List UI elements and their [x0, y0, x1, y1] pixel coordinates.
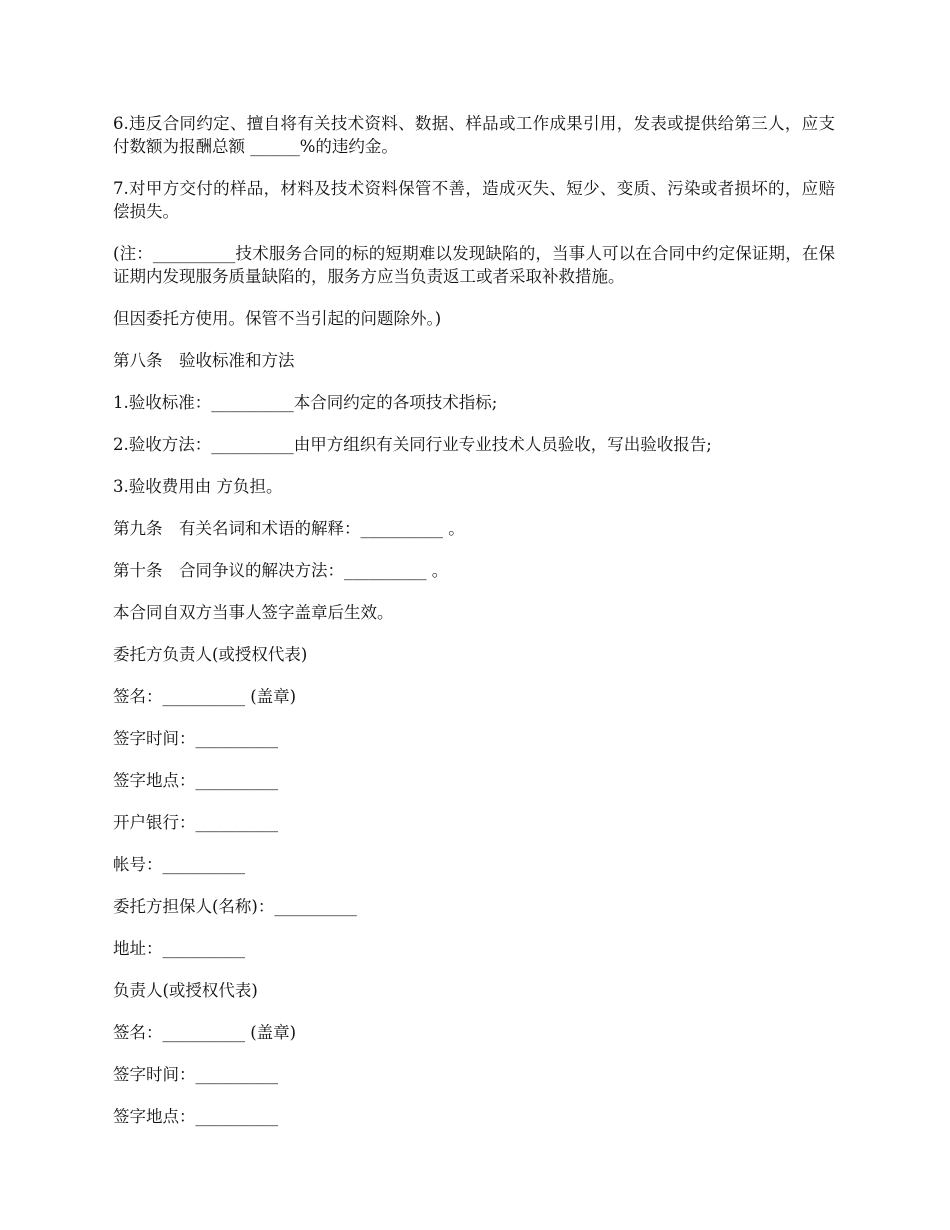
client-guarantor-name: 委托方担保人(名称)：__________	[113, 897, 357, 916]
client-representative: 委托方负责人(或授权代表)	[113, 645, 308, 664]
client-bank: 开户银行：__________	[113, 813, 278, 832]
client-signing-time: 签字时间：__________	[113, 729, 278, 748]
acceptance-fee: 3.验收费用由 方负担。	[113, 477, 283, 496]
client-signing-place: 签字地点：__________	[113, 771, 278, 790]
acceptance-standard: 1.验收标准：__________本合同约定的各项技术指标;	[113, 393, 498, 412]
clause-7-sample-damage: 7.对甲方交付的样品，材料及技术资料保管不善，造成灭失、短少、变质、污染或者损坏的，应赔偿损失。	[113, 179, 835, 221]
acceptance-method: 2.验收方法：__________由甲方组织有关同行业专业技术人员验收，写出验收报告;	[113, 435, 712, 454]
note-warranty-period: (注：__________技术服务合同的标的短期难以发现缺陷的，当事人可以在合同中约定保证期，在保证期内发现服务质量缺陷的，服务方应当负责返工或者采取补救措施。	[113, 244, 835, 286]
note-exception: 但因委托方使用。保管不当引起的问题除外。)	[113, 309, 442, 328]
article-8-heading: 第八条 验收标准和方法	[113, 351, 295, 370]
guarantor-signature: 签名：__________ (盖章)	[113, 1023, 297, 1042]
article-9-terms: 第九条 有关名词和术语的解释：__________ 。	[113, 519, 465, 538]
guarantor-address: 地址：__________	[113, 939, 245, 958]
effective-clause: 本合同自双方当事人签字盖章后生效。	[113, 603, 394, 622]
client-signature: 签名：__________ (盖章)	[113, 687, 297, 706]
clause-6-breach-penalty: 6.违反合同约定、擅自将有关技术资料、数据、样品或工作成果引用，发表或提供给第三人，应支付数额为报酬总额 ______%的违约金。	[113, 114, 835, 156]
guarantor-signing-place: 签字地点：__________	[113, 1107, 278, 1126]
document-page	[113, 112, 835, 1147]
guarantor-representative: 负责人(或授权代表)	[113, 981, 258, 1000]
article-10-dispute: 第十条 合同争议的解决方法：__________ 。	[113, 561, 449, 580]
guarantor-signing-time: 签字时间：__________	[113, 1065, 278, 1084]
client-account: 帐号：__________	[113, 855, 245, 874]
